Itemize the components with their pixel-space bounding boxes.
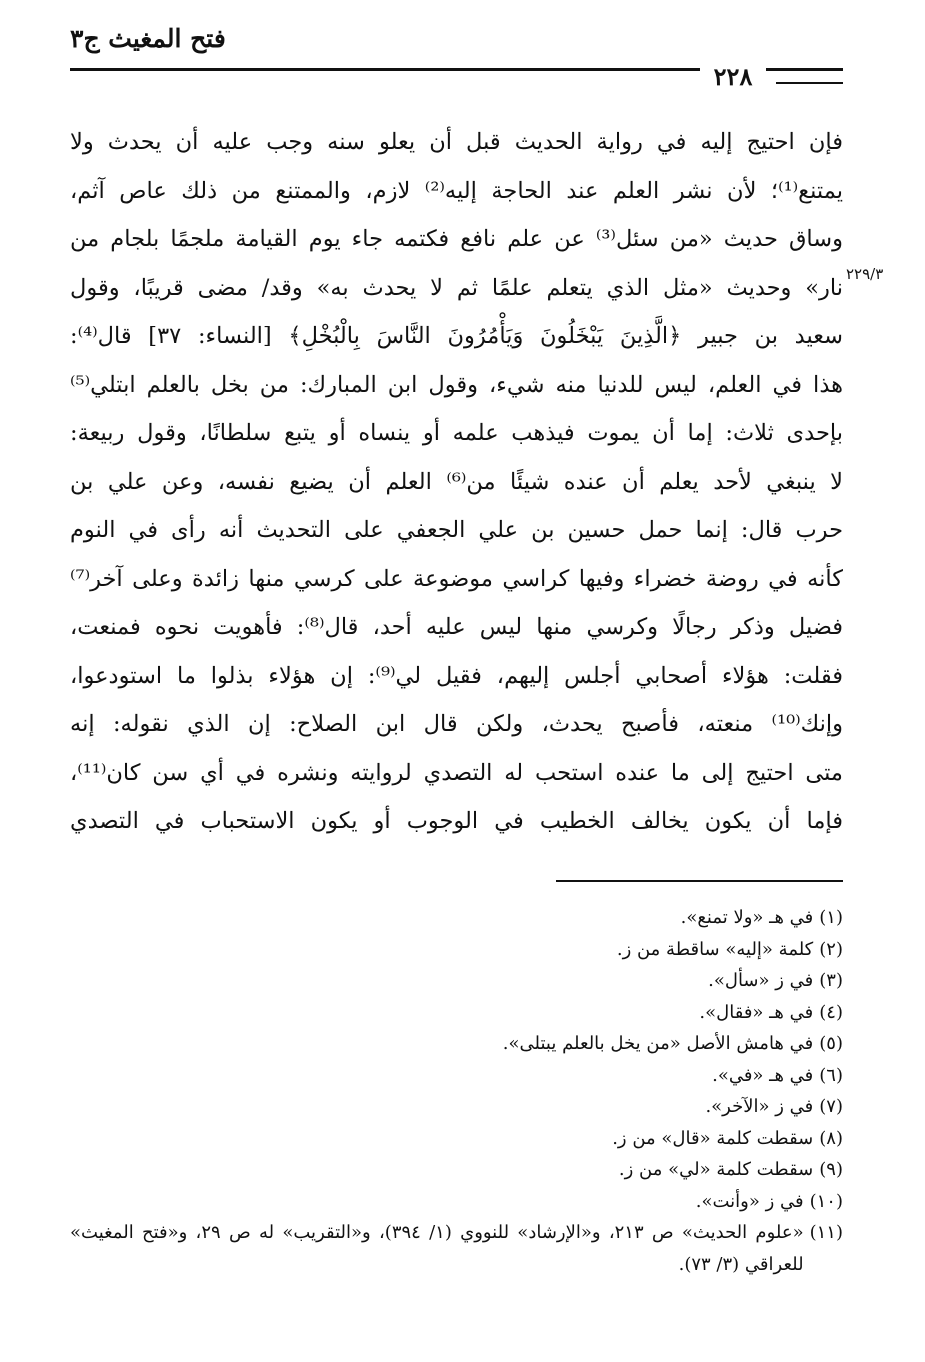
footnote-number: (٨) xyxy=(819,1127,843,1149)
main-text-body xyxy=(70,118,843,846)
text-line: كأنه في روضة خضراء وفيها كراسي موضوعة على كرسي منها زائدة وعلى آخر⁽⁷⁾ xyxy=(70,565,843,592)
footnote-number: (٥) xyxy=(819,1033,843,1054)
footnote-text: «علوم الحديث» ص ٢١٣، و«الإرشاد» للنووي (١/ ٣٩٤)، و«التقريب» له ص ٢٩، و«فتح المغيث» للعراقي (٣/ ٧٣). xyxy=(70,1222,804,1275)
footnote-text: في ز «سأل». xyxy=(708,970,814,991)
text-line: فإما أن يكون يخالف الخطيب في الوجوب أو يكون الاستحباب في التصدي xyxy=(70,808,843,834)
footnote-number: (٧) xyxy=(819,1096,843,1117)
margin-page-reference: ٢٢٩/٣ xyxy=(846,265,884,283)
text-line: فإن احتيج إليه في رواية الحديث قبل أن يعلو سنه وجب عليه أن يحدث ولا xyxy=(70,129,843,155)
footnote xyxy=(70,1060,843,1092)
footnote xyxy=(70,1217,843,1280)
text-line: وإنك⁽¹⁰⁾ منعته، فأصبح يحدث، ولكن قال ابن الصلاح: إن الذي نقوله: إنه xyxy=(70,711,843,737)
footnote-number: (١) xyxy=(819,907,843,928)
footnote-text: سقطت كلمة «لي» من ز. xyxy=(618,1159,814,1180)
page-number-rule xyxy=(776,82,843,84)
footnote-text: في هـ «فقال». xyxy=(699,1001,814,1023)
text-line: حرب قال: إنما حمل حسين بن علي الجعفي على التحديث أنه رأى في النوم xyxy=(70,517,843,543)
footnotes-list xyxy=(70,902,843,1280)
footnote xyxy=(70,902,843,934)
footnote xyxy=(70,965,843,997)
footnote-number: (٣) xyxy=(819,970,843,991)
footnote xyxy=(70,1186,843,1218)
footnote xyxy=(70,1091,843,1123)
footnote-number: (٤) xyxy=(819,1001,843,1023)
footnote-separator xyxy=(556,880,843,882)
footnote-text: في ز «وأنت». xyxy=(695,1190,804,1212)
text-line: نار» وحديث «مثل الذي يتعلم علمًا ثم لا يحدث به» وقد/ مضى قريبًا، وقول xyxy=(70,274,843,301)
running-header-book-title: فتح المغيث ج٣ xyxy=(70,24,226,53)
footnote xyxy=(70,934,843,966)
footnote-number: (١١) xyxy=(809,1222,843,1243)
text-line: لا ينبغي لأحد يعلم أن عنده شيئًا من⁽⁶⁾ العلم أن يضيع نفسه، وعن علي بن xyxy=(70,468,843,495)
footnote-text: سقطت كلمة «قال» من ز. xyxy=(612,1127,814,1149)
text-line: فقلت: هؤلاء أصحابي أجلس إليهم، فقيل لي⁽⁹⁾: إن هؤلاء بذلوا ما استودعوا، xyxy=(70,662,843,689)
footnote-text: في هـ «في». xyxy=(712,1064,814,1086)
footnote xyxy=(70,1028,843,1060)
footnote-text: في ز «الآخر». xyxy=(705,1096,814,1117)
text-line: هذا في العلم، ليس للدنيا منه شيء، وقول ابن المبارك: من بخل بالعلم ابتلي⁽⁵⁾ xyxy=(70,371,843,398)
footnote-number: (٢) xyxy=(819,938,843,960)
footnote-number: (١٠) xyxy=(809,1190,843,1212)
footnote-text: كلمة «إليه» ساقطة من ز. xyxy=(616,938,814,960)
page-number: ٢٢٨ xyxy=(700,62,766,91)
footnote-text: في هامش الأصل «من يخل بالعلم يبتلى». xyxy=(502,1033,814,1054)
footnote xyxy=(70,1154,843,1186)
text-line: وساق حديث «من سئل⁽³⁾ عن علم نافع فكتمه جاء يوم القيامة ملجمًا بلجام من xyxy=(70,226,843,252)
footnote xyxy=(70,1123,843,1155)
text-line: متى احتيج إلى ما عنده استحب له التصدي لروايته ونشره في أي سن كان⁽¹¹⁾، xyxy=(70,759,843,786)
footnote-number: (٦) xyxy=(819,1064,843,1086)
text-line: يمتنع⁽¹⁾؛ لأن نشر العلم عند الحاجة إليه⁽²⁾ لازم، والممتنع من ذلك عاص آثم، xyxy=(70,177,843,204)
footnote-text: في هـ «ولا تمنع». xyxy=(680,907,814,928)
text-line: بإحدى ثلاث: إما أن يموت فيذهب علمه أو ينساه أو يتبع سلطانًا، وقول ربيعة: xyxy=(70,420,843,446)
text-line: فضيل وذكر رجالًا وكرسي منها ليس عليه أحد، قال⁽⁸⁾: فأهويت نحوه فمنعت، xyxy=(70,614,843,640)
footnote-number: (٩) xyxy=(819,1159,843,1180)
footnote xyxy=(70,997,843,1029)
text-line: سعيد بن جبير ﴿الَّذِينَ يَبْخَلُونَ وَيَأْمُرُونَ النَّاسَ بِالْبُخْلِ﴾ [النساء: ٣٧] قال⁽⁴⁾: xyxy=(70,323,843,349)
